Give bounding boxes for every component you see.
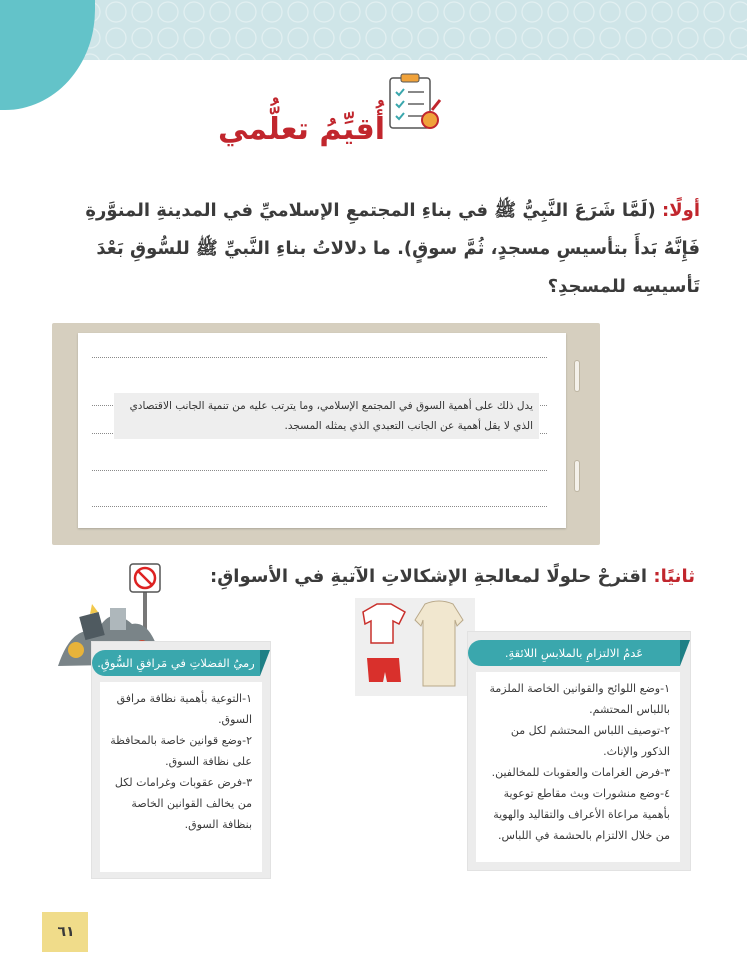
clothes-card [468, 632, 690, 870]
list-item: ٣-فرض عقوبات وغرامات لكل من يخالف القوانين الخاصة بنظافة السوق. [114, 776, 252, 831]
clothes-card-title: عَدمُ الالتزامِ بالملابسِ اللائقةِ. [468, 640, 680, 666]
answer-line [92, 506, 547, 507]
clothes-illustration-icon [355, 598, 475, 696]
notebook-ring [575, 361, 579, 391]
question-1-text: (لَمَّا شَرَعَ النَّبِيُّ ﷺ في بناءِ المجتمعِ الإسلاميِّ في المدينةِ المنوَّرةِ فَإِنَّهُ بَدأَ بتأسيسِ مسجدٍ، ثُمَّ سوقٍ). ما دلالاتُ بناءِ النَّبيِّ ﷺ للسُّوقِ بَعْدَ تَأسيسِه للمسجدِ؟ [85, 200, 700, 297]
decorative-wave [0, 0, 95, 110]
waste-card-title: رميُ الفضلاتِ في مَرافقِ السُّوقِ. [92, 650, 260, 676]
checklist-clipboard-icon [384, 72, 442, 134]
waste-card [92, 642, 270, 878]
answer-text: يدل ذلك على أهمية السوق في المجتمع الإسلامي، وما يترتب عليه من تنمية الجانب الاقتصادي الذي لا يقل أهمية عن الجانب التعبدي الذي يمثله المسجد. [114, 393, 539, 439]
list-item: ١-وضع اللوائح والقوانين الخاصة الملزمة باللباس المحتشم. [489, 682, 670, 716]
question-2 [210, 566, 695, 587]
clothes-card-body [476, 672, 680, 862]
list-item: ٤-وضع منشورات وبث مقاطع توعوية بأهمية مراعاة الأعراف والتقاليد والهوية من خلال الالتزام بالحشمة في اللباس. [493, 787, 670, 842]
question-1-number: أولًا: [662, 200, 700, 221]
list-item: ١-التوعية بأهمية نظافة مرافق السوق. [116, 692, 252, 726]
page-number-edge [88, 912, 94, 952]
list-item: ٢-وضع قوانين خاصة بالمحافظة على نظافة السوق. [110, 734, 252, 768]
page-number: ٦١ [42, 912, 90, 952]
band-pattern [0, 0, 747, 60]
answer-line [92, 470, 547, 471]
answer-line [92, 357, 547, 358]
lesson-title: أُقيِّمُ تعلُّمي [218, 112, 386, 147]
question-2-text: اقترحْ حلولًا لمعالجةِ الإشكالاتِ الآتيةِ في الأسواقِ: [210, 566, 648, 587]
waste-card-body [100, 682, 262, 872]
notebook-ring [575, 461, 579, 491]
list-item: ٢-توصيف اللباس المحتشم لكل من الذكور والإناث. [510, 724, 670, 758]
answer-notebook [52, 323, 600, 545]
question-1 [50, 192, 700, 306]
list-item: ٣-فرض الغرامات والعقوبات للمخالفين. [491, 766, 670, 779]
decorative-top-band [0, 0, 747, 60]
notebook-paper [78, 333, 566, 528]
question-2-number: ثانيًا: [653, 566, 695, 587]
